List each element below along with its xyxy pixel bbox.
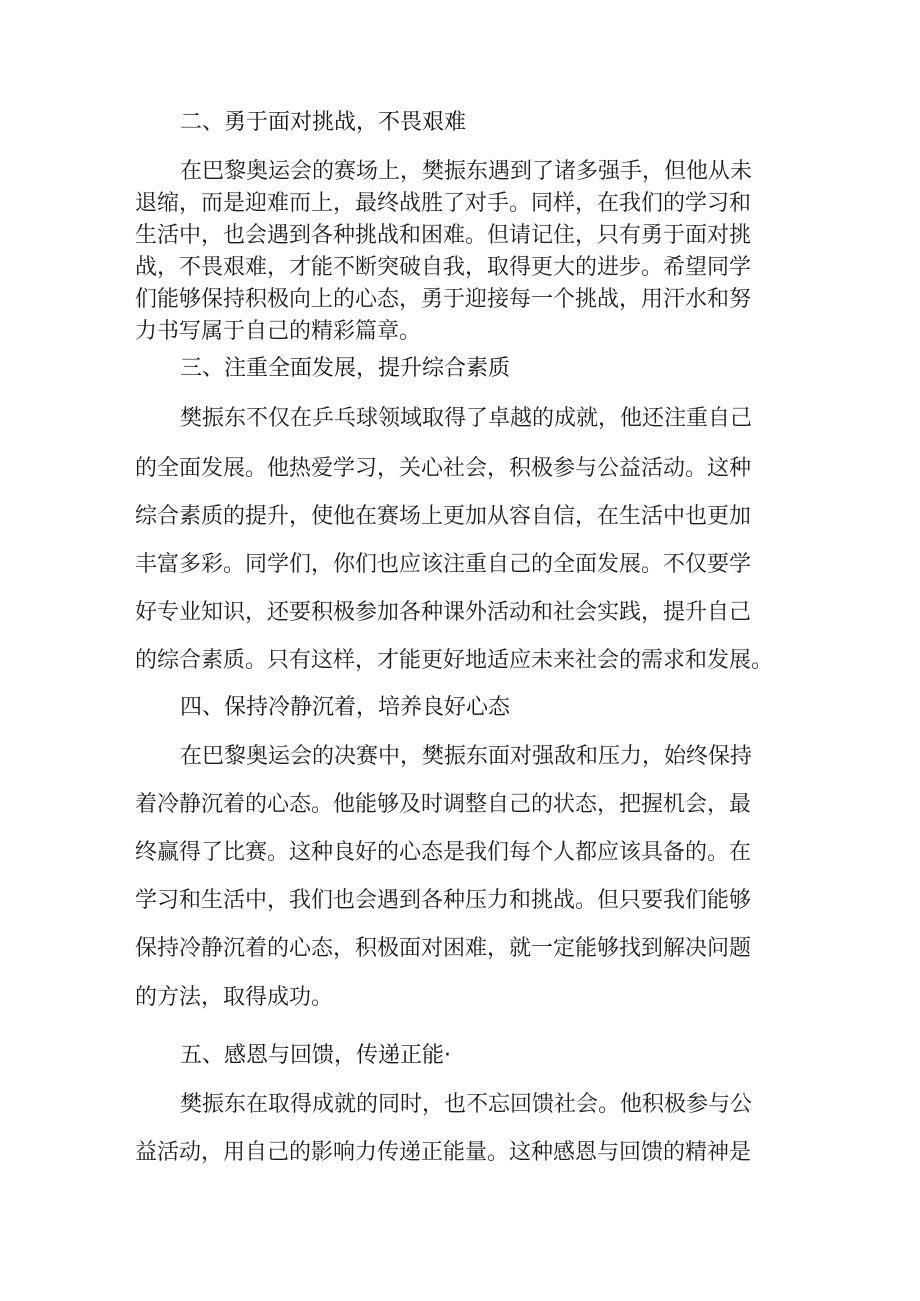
paragraph-line: 学习和生活中，我们也会遇到各种压力和挑战。但只要我们能够 [135, 888, 752, 913]
paragraph-line: 生活中，也会遇到各种挑战和困难。但请记住，只有勇于面对挑 [135, 223, 752, 248]
section-heading: 三、注重全面发展，提升综合素质 [180, 356, 511, 381]
paragraph-line: 的综合素质。只有这样，才能更好地适应未来社会的需求和发展。 [135, 648, 774, 673]
paragraph-line: 的方法，取得成功。 [135, 985, 334, 1010]
paragraph-line: 终赢得了比赛。这种良好的心态是我们每个人都应该具备的。在 [135, 840, 752, 865]
paragraph-line: 樊振东在取得成就的同时，也不忘回馈社会。他积极参与公 [180, 1092, 753, 1117]
paragraph-line: 好专业知识，还要积极参加各种课外活动和社会实践，提升自己 [135, 600, 752, 625]
paragraph-line: 丰富多彩。同学们，你们也应该注重自己的全面发展。不仅要学 [135, 552, 752, 577]
section-heading: 二、勇于面对挑战，不畏艰难 [180, 110, 467, 135]
paragraph-line: 们能够保持积极向上的心态，勇于迎接每一个挑战，用汗水和努 [135, 287, 752, 312]
paragraph-line: 退缩，而是迎难而上，最终战胜了对手。同样，在我们的学习和 [135, 191, 752, 216]
section-heading: 四、保持冷静沉着，培养良好心态 [180, 695, 511, 720]
paragraph-line: 战，不畏艰难，才能不断突破自我，取得更大的进步。希望同学 [135, 255, 752, 280]
paragraph-line: 保持冷静沉着的心态，积极面对困难，就一定能够找到解决问题 [135, 936, 752, 961]
paragraph-line: 在巴黎奥运会的赛场上，樊振东遇到了诸多强手，但他从未 [180, 159, 753, 184]
paragraph-line: 在巴黎奥运会的决赛中，樊振东面对强敌和压力，始终保持 [180, 744, 753, 769]
paragraph-line: 的全面发展。他热爱学习，关心社会，积极参与公益活动。这种 [135, 456, 752, 481]
paragraph-line: 樊振东不仅在乒乓球领域取得了卓越的成就，他还注重自己 [180, 406, 753, 431]
paragraph-line: 益活动，用自己的影响力传递正能量。这种感恩与回馈的精神是 [135, 1140, 752, 1165]
paragraph-line: 着冷静沉着的心态。他能够及时调整自己的状态，把握机会，最 [135, 792, 752, 817]
paragraph-line: 力书写属于自己的精彩篇章。 [135, 319, 422, 344]
section-heading: 五、感恩与回馈，传递正能· [180, 1043, 451, 1068]
paragraph-line: 综合素质的提升，使他在赛场上更加从容自信，在生活中也更加 [135, 504, 752, 529]
